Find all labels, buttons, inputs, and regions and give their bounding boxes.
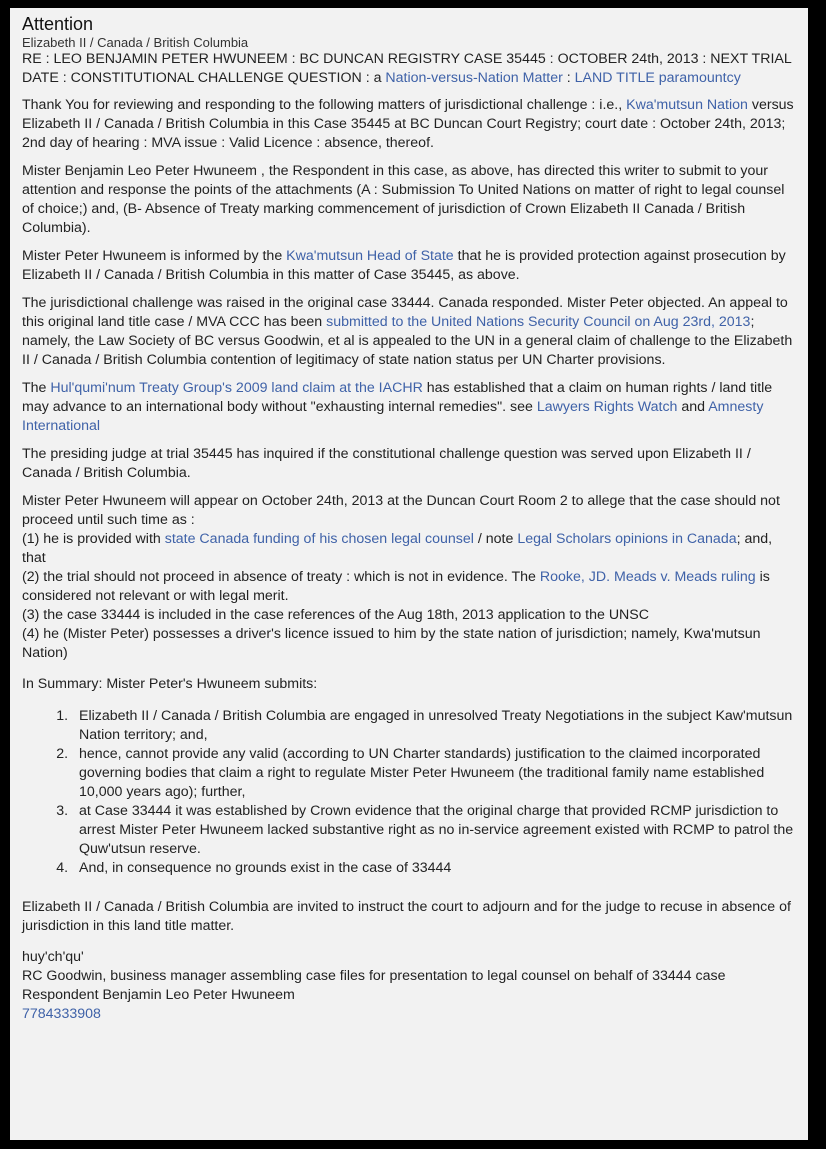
signature-block [22,948,796,1024]
paragraph-protection: Mister Peter Hwuneem is informed by the Kwa'mutsun Head of State that he is provided protection against prosecution by Elizabeth II / Canada / British Columbia in this matter of Case 35445, as above. [22,248,786,283]
paragraph-respondent: Mister Benjamin Leo Peter Hwuneem , the Respondent in this case, as above, has directed this writer to submit to your attention and response the points of the attachments (A : Submission To United Nations on matter of right to legal counsel of choice;) and, (B- Absence of Treaty marking commencement of jurisdiction of Crown Elizabeth II Canada / British Columbia). [22,163,785,236]
paragraph-closing: Elizabeth II / Canada / British Columbia are invited to instruct the court to adjourn and for the judge to recuse in absence of jurisdiction in this land title matter. [22,899,791,934]
paragraph-appearance: Mister Peter Hwuneem will appear on October 24th, 2013 at the Duncan Court Room 2 to allege that the case should not proceed until such time as : (1) he is provided with state Canada funding of his chosen legal counsel / note Legal Scholars opinions in Canada; and, that (2) the trial should not proceed in absence of treaty : which is not in evidence. The Rooke, JD. Meads v. Meads ruling is considered not relevant or with legal merit. (3) the case 33444 is included in the case references of the Aug 18th, 2013 application to the UNSC (4) he (Mister Peter) possesses a driver's licence issued to him by the state nation of jurisdiction; namely, Kwa'mutsun Nation) [22,493,780,661]
kwamutsun-nation-link[interactable]: Kwa'mutsun Nation [626,97,748,113]
legal-scholars-link[interactable]: Legal Scholars opinions in Canada [517,531,737,547]
list-item: 3. at Case 33444 it was established by Crown evidence that the original charge that provided RCMP jurisdiction to arrest Mister Peter Hwuneem lacked substantive right as no in-service agreement existed with RCMP to patrol the Quw'utsun reserve. [72,802,796,859]
list-item: 1. Elizabeth II / Canada / British Columbia are engaged in unresolved Treaty Negotiations in the subject Kaw'mutsun Nation territory; and, [72,707,796,745]
list-item: 4. And, in consequence no grounds exist in the case of 33444 [72,859,796,878]
legal-counsel-funding-link[interactable]: state Canada funding of his chosen legal counsel [164,531,474,547]
nation-versus-nation-link[interactable]: Nation-versus-Nation Matter [385,70,563,86]
letter-page [10,8,808,1140]
phone-link[interactable]: 7784333908 [22,1006,101,1022]
head-of-state-link[interactable]: Kwa'mutsun Head of State [286,248,454,264]
subject-line: RE : LEO BENJAMIN PETER HWUNEEM : BC DUNCAN REGISTRY CASE 35445 : OCTOBER 24th, 2013 : NEXT TRIAL DATE : CONSTITUTIONAL CHALLENGE QUESTION : a Nation-versus-Nation Matter : LAND TITLE paramountcy [22,51,792,86]
land-title-link[interactable]: LAND TITLE [574,70,655,86]
signature-line: RC Goodwin, business manager assembling case files for presentation to legal counsel on behalf of 33444 case [22,968,726,984]
un-security-council-link[interactable]: submitted to the United Nations Security Council on Aug 23rd, 2013 [326,314,751,330]
page-title: Attention [22,14,94,34]
list-item: 2. hence, cannot provide any valid (according to UN Charter standards) justification to the claimed incorporated governing bodies that claim a right to regulate Mister Peter Hwuneem (the traditional family name established 10,000 years ago); further, [72,745,796,802]
paragraph-presiding-judge: The presiding judge at trial 35445 has inquired if the constitutional challenge question was served upon Elizabeth II / Canada / British Columbia. [22,446,751,481]
lawyers-rights-watch-link[interactable]: Lawyers Rights Watch [536,399,678,415]
paragraph-intro: Thank You for reviewing and responding to the following matters of jurisdictional challenge : i.e., Kwa'mutsun Nation versus Elizabeth II / Canada / British Columbia in this Case 35445 at BC Duncan Court Registry; court date : October 24th, 2013; 2nd day of hearing : MVA issue : Valid Licence : absence, thereof. [22,97,794,151]
iachr-land-claim-link[interactable]: Hul'qumi'num Treaty Group's 2009 land claim at the IACHR [50,380,423,396]
paramountcy-link[interactable]: paramountcy [658,70,741,86]
amnesty-international-link[interactable]: Amnesty International [22,399,764,434]
location-line: Elizabeth II / Canada / British Columbia [22,35,249,50]
paragraph-treaty-group: The Hul'qumi'num Treaty Group's 2009 land claim at the IACHR has established that a claim on human rights / land title may advance to an international body without "exhausting internal remedies". see Lawyers Rights Watch and Amnesty International [22,380,773,434]
summary-list [22,707,796,878]
summary-intro: In Summary: Mister Peter's Hwuneem submits: [22,676,318,692]
paragraph-jurisdictional-challenge: The jurisdictional challenge was raised in the original case 33444. Canada responded. Mister Peter objected. An appeal to this original land title case / MVA CCC has been submitted to the United Nations Security Council on Aug 23rd, 2013; namely, the Law Society of BC versus Goodwin, et al is appealed to the UN in a general claim of challenge to the Elizabeth II / Canada / British Columbia contention of legitimacy of state nation status per UN Charter provisions. [22,295,793,368]
signature-respondent: Respondent Benjamin Leo Peter Hwuneem [22,987,295,1003]
signature-greeting: huy'ch'qu' [22,949,84,965]
meads-ruling-link[interactable]: Rooke, JD. Meads v. Meads ruling [539,569,756,585]
